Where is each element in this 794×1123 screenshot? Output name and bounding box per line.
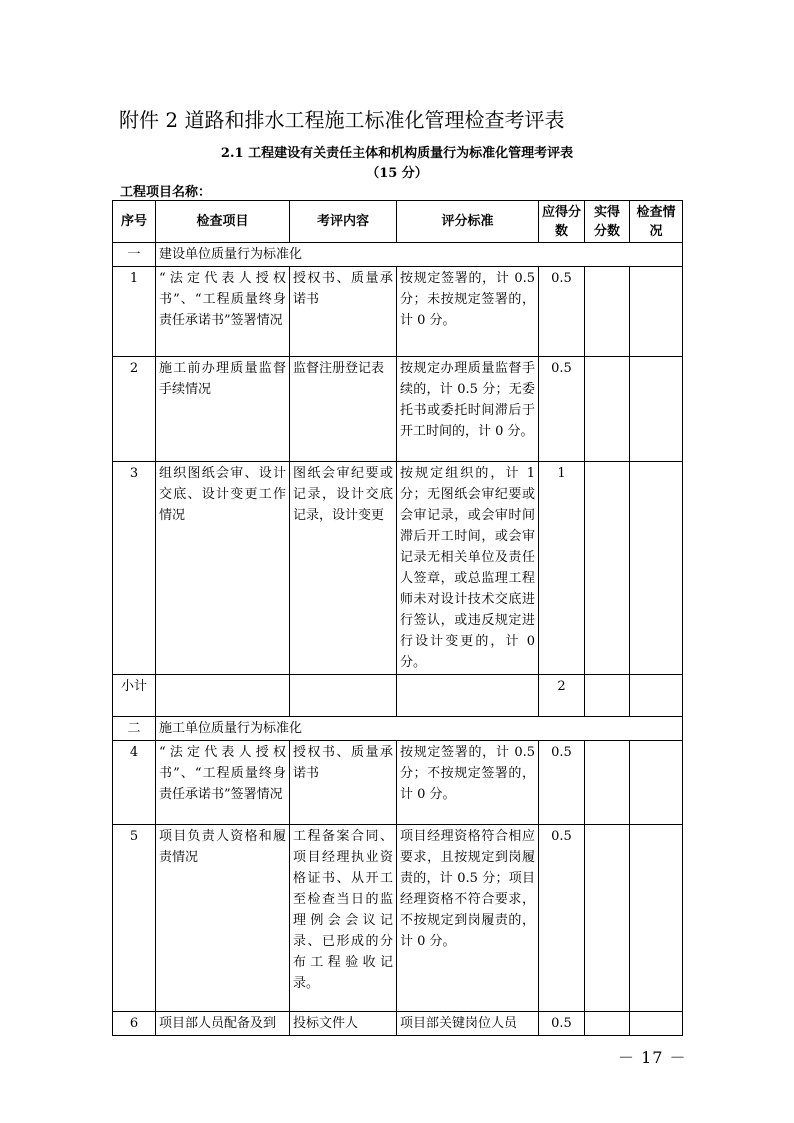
row-actual-score bbox=[585, 357, 630, 462]
header-content: 考评内容 bbox=[290, 201, 397, 243]
section-row bbox=[113, 243, 683, 267]
row-check-status bbox=[630, 462, 683, 675]
table-row bbox=[113, 825, 683, 1012]
row-item: 项目部人员配备及到 bbox=[156, 1012, 290, 1036]
row-standard: 按规定组织的，计 1 分；无图纸会审纪要或会审记录，或会审时间滞后开工时间，或会审记录无相关单位及责任人签章，或总监理工程师未对设计技术交底进行签认，或违反规定进行设计变更的，计 0 分。 bbox=[397, 462, 539, 675]
row-actual-score bbox=[585, 462, 630, 675]
header-due-score: 应得分数 bbox=[539, 201, 585, 243]
subtotal-label: 小计 bbox=[113, 675, 156, 717]
header-standard: 评分标准 bbox=[397, 201, 539, 243]
section-name: 建设单位质量行为标准化 bbox=[156, 243, 683, 267]
subtotal-due-score: 2 bbox=[539, 675, 585, 717]
row-content: 工程备案合同、项目经理执业资格证书、从开工至检查当日的监理例会会议记录、已形成的分布工程验收记录。 bbox=[290, 825, 397, 1012]
page-number: － 17 － bbox=[618, 1048, 687, 1067]
row-actual-score bbox=[585, 1012, 630, 1036]
table-row bbox=[113, 357, 683, 462]
table-row bbox=[113, 267, 683, 357]
row-content: 授权书、质量承诺书 bbox=[290, 741, 397, 825]
row-actual-score bbox=[585, 825, 630, 1012]
document-title: 附件 2 道路和排水工程施工标准化管理检查考评表 bbox=[119, 108, 565, 132]
row-seq: 6 bbox=[113, 1012, 156, 1036]
table-row bbox=[113, 741, 683, 825]
header-actual-score: 实得分数 bbox=[585, 201, 630, 243]
row-seq: 2 bbox=[113, 357, 156, 462]
header-seq: 序号 bbox=[113, 201, 156, 243]
row-content: 图纸会审纪要或记录，设计交底记录，设计变更 bbox=[290, 462, 397, 675]
row-check-status bbox=[630, 825, 683, 1012]
row-seq: 4 bbox=[113, 741, 156, 825]
row-item: “法定代表人授权书”、“工程质量终身责任承诺书”签署情况 bbox=[156, 267, 290, 357]
row-standard: 项目部关键岗位人员 bbox=[397, 1012, 539, 1036]
row-content: 监督注册登记表 bbox=[290, 357, 397, 462]
table-row bbox=[113, 1012, 683, 1036]
row-actual-score bbox=[585, 267, 630, 357]
row-check-status bbox=[630, 267, 683, 357]
row-standard: 按规定签署的，计 0.5 分；不按规定签署的，计 0 分。 bbox=[397, 741, 539, 825]
header-item: 检查项目 bbox=[156, 201, 290, 243]
row-standard: 项目经理资格符合相应要求，且按规定到岗履责的，计 0.5 分；项目经理资格不符合要求，不按规定到岗履责的，计 0 分。 bbox=[397, 825, 539, 1012]
section-name: 施工单位质量行为标准化 bbox=[156, 717, 683, 741]
row-item: 组织图纸会审、设计交底、设计变更工作情况 bbox=[156, 462, 290, 675]
evaluation-table bbox=[112, 200, 683, 1036]
row-actual-score bbox=[585, 741, 630, 825]
row-content: 投标文件人 bbox=[290, 1012, 397, 1036]
row-check-status bbox=[630, 741, 683, 825]
row-due-score: 0.5 bbox=[539, 825, 585, 1012]
row-due-score: 0.5 bbox=[539, 357, 585, 462]
row-due-score: 0.5 bbox=[539, 267, 585, 357]
header-row bbox=[113, 201, 683, 243]
section-number: 一 bbox=[113, 243, 156, 267]
row-standard: 按规定办理质量监督手续的，计 0.5 分；无委托书或委托时间滞后于开工时间的，计 0 分。 bbox=[397, 357, 539, 462]
row-item: “法定代表人授权书”、“工程质量终身责任承诺书”签署情况 bbox=[156, 741, 290, 825]
row-standard: 按规定签署的，计 0.5 分；未按规定签署的，计 0 分。 bbox=[397, 267, 539, 357]
row-check-status bbox=[630, 1012, 683, 1036]
row-seq: 5 bbox=[113, 825, 156, 1012]
table-row bbox=[113, 462, 683, 675]
section-row bbox=[113, 717, 683, 741]
row-check-status bbox=[630, 357, 683, 462]
header-check-status: 检查情况 bbox=[630, 201, 683, 243]
section-number: 二 bbox=[113, 717, 156, 741]
table-subtitle: 2.1 工程建设有关责任主体和机构质量行为标准化管理考评表 bbox=[220, 146, 574, 161]
row-content: 授权书、质量承诺书 bbox=[290, 267, 397, 357]
row-due-score: 0.5 bbox=[539, 1012, 585, 1036]
row-due-score: 0.5 bbox=[539, 741, 585, 825]
project-name-label: 工程项目名称： bbox=[120, 185, 212, 200]
subtotal-row bbox=[113, 675, 683, 717]
row-seq: 1 bbox=[113, 267, 156, 357]
row-due-score: 1 bbox=[539, 462, 585, 675]
total-score-note: （15 分） bbox=[366, 166, 428, 181]
row-item: 项目负责人资格和履责情况 bbox=[156, 825, 290, 1012]
row-seq: 3 bbox=[113, 462, 156, 675]
row-item: 施工前办理质量监督手续情况 bbox=[156, 357, 290, 462]
